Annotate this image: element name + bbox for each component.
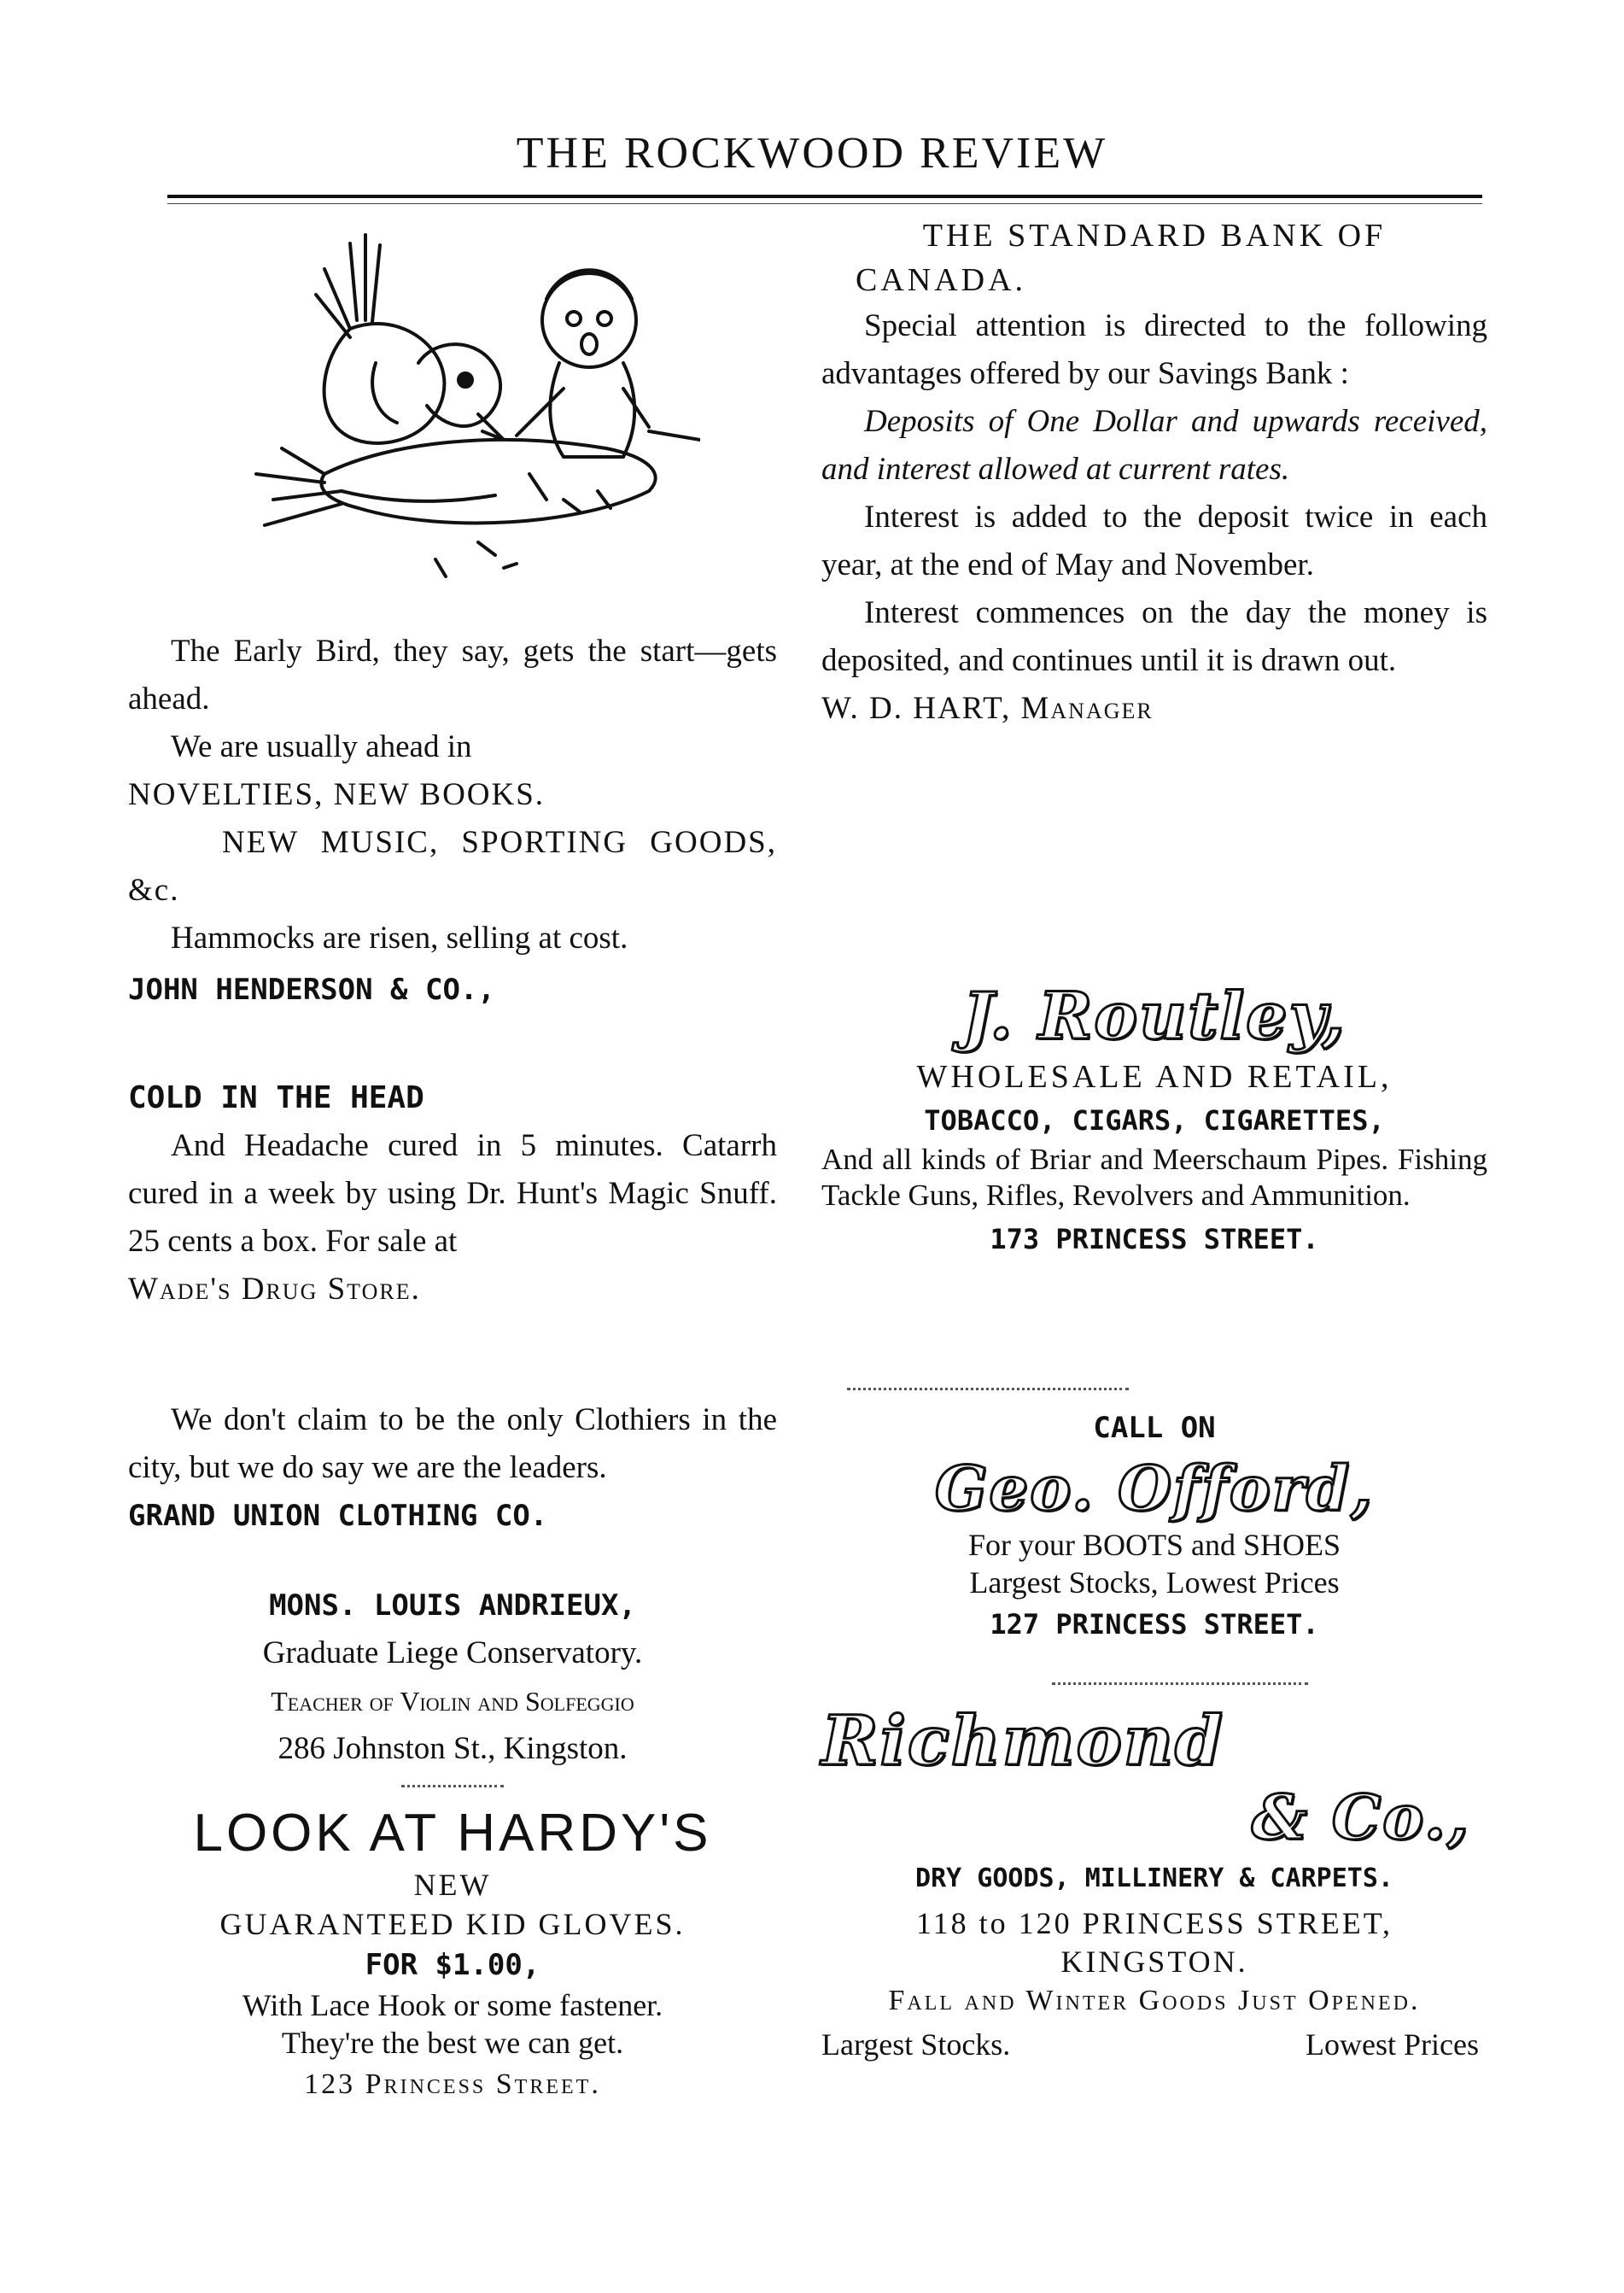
richmond-line-1: DRY GOODS, MILLINERY & CARPETS. xyxy=(915,1863,1393,1893)
hardy-line-1: NEW xyxy=(413,1868,492,1902)
divider xyxy=(1052,1682,1308,1685)
hardy-ad xyxy=(128,1802,777,2108)
bank-signature: W. D. HART, Manager xyxy=(821,691,1154,726)
offord-line-2: Largest Stocks, Lowest Prices xyxy=(969,1565,1340,1600)
early-bird-text: The Early Bird, they say, gets the start—gets ahead. xyxy=(128,634,777,717)
andrieux-line-2: Teacher of Violin and Solfeggio xyxy=(271,1686,634,1717)
offord-call: CALL ON xyxy=(1093,1411,1216,1445)
grand-union-signature: GRAND UNION CLOTHING CO. xyxy=(128,1499,548,1533)
music-line: NEW MUSIC, SPORTING GOODS, &c. xyxy=(128,825,777,908)
hardy-heading: LOOK AT HARDY'S xyxy=(193,1804,712,1863)
bank-paragraph-4: Interest commences on the day the money is deposited, and continues until it is drawn out. xyxy=(821,595,1487,678)
offord-address: 127 PRINCESS STREET. xyxy=(990,1608,1319,1641)
divider xyxy=(847,1388,1129,1390)
divider xyxy=(401,1785,504,1787)
cold-body: And Headache cured in 5 minutes. Catarrh cured in a week by using Dr. Hunt's Magic Snuff. 25 cents a box. For sale at xyxy=(128,1128,777,1259)
early-bird-illustration xyxy=(222,218,700,628)
offord-name: Geo. Offord, xyxy=(934,1452,1375,1524)
routley-line-1: WHOLESALE AND RETAIL, xyxy=(916,1059,1393,1095)
early-bird-ad xyxy=(128,628,777,1014)
bank-ad xyxy=(821,214,1487,733)
richmond-line-3: KINGSTON. xyxy=(1060,1945,1248,1979)
cold-heading: COLD IN THE HEAD xyxy=(128,1080,424,1115)
bank-paragraph-3: Interest is added to the deposit twice in each year, at the end of May and November. xyxy=(821,500,1487,582)
richmond-ad xyxy=(821,1699,1487,2068)
richmond-prices: Lowest Prices xyxy=(1306,2027,1479,2062)
routley-line-2: TOBACCO, CIGARS, CIGARETTES, xyxy=(924,1104,1385,1137)
andrieux-address: 286 Johnston St., Kingston. xyxy=(277,1731,628,1766)
hardy-line-5: They're the best we can get. xyxy=(281,2026,624,2060)
richmond-name: Richmond xyxy=(821,1700,1224,1781)
title-rule xyxy=(167,195,1482,198)
bank-paragraph-2: Deposits of One Dollar and upwards received, and interest allowed at current rates. xyxy=(821,404,1487,487)
richmond-co: & Co., xyxy=(1251,1781,1470,1853)
drug-store: Wade's Drug Store. xyxy=(128,1272,421,1307)
cold-ad xyxy=(128,1074,777,1313)
richmond-line-5 xyxy=(821,2021,1487,2068)
routley-name: J. Routley, xyxy=(962,978,1347,1054)
andrieux-line-1: Graduate Liege Conservatory. xyxy=(262,1635,643,1670)
hardy-line-4: With Lace Hook or some fastener. xyxy=(242,1988,663,2022)
hammocks-line: Hammocks are risen, selling at cost. xyxy=(171,921,628,956)
hardy-price: FOR $1.00, xyxy=(365,1948,540,1982)
hardy-line-2: GUARANTEED KID GLOVES. xyxy=(219,1907,686,1941)
clothiers-ad xyxy=(128,1396,777,1540)
title-rule-thin xyxy=(167,203,1482,204)
routley-ad xyxy=(821,978,1487,1265)
andrieux-ad xyxy=(128,1582,777,1773)
routley-body: And all kinds of Briar and Meerschaum Pipes. Fishing Tackle Guns, Rifles, Revolvers and Ammunition. xyxy=(821,1143,1487,1212)
bank-heading: THE STANDARD BANK OF CANADA. xyxy=(856,218,1387,298)
hardy-address: 123 Princess Street. xyxy=(304,2068,601,2100)
richmond-line-2: 118 to 120 PRINCESS STREET, xyxy=(915,1906,1393,1940)
routley-address: 173 PRINCESS STREET. xyxy=(990,1223,1319,1255)
henderson-signature: JOHN HENDERSON & CO., xyxy=(128,973,495,1007)
page-title: THE ROCKWOOD REVIEW xyxy=(516,129,1108,178)
offord-line-1: For your BOOTS and SHOES xyxy=(967,1528,1341,1562)
bank-paragraph-1: Special attention is directed to the following advantages offered by our Savings Bank : xyxy=(821,308,1487,391)
andrieux-name: MONS. LOUIS ANDRIEUX, xyxy=(269,1588,636,1623)
novelties-line: NOVELTIES, NEW BOOKS. xyxy=(128,777,546,812)
richmond-line-4: Fall and Winter Goods Just Opened. xyxy=(888,1985,1421,2016)
richmond-stocks: Largest Stocks. xyxy=(821,2027,1011,2062)
early-bird-text-2: We are usually ahead in xyxy=(171,729,472,764)
offord-ad xyxy=(821,1405,1487,1647)
clothiers-body: We don't claim to be the only Clothiers in the city, but we do say we are the leaders. xyxy=(128,1402,777,1485)
